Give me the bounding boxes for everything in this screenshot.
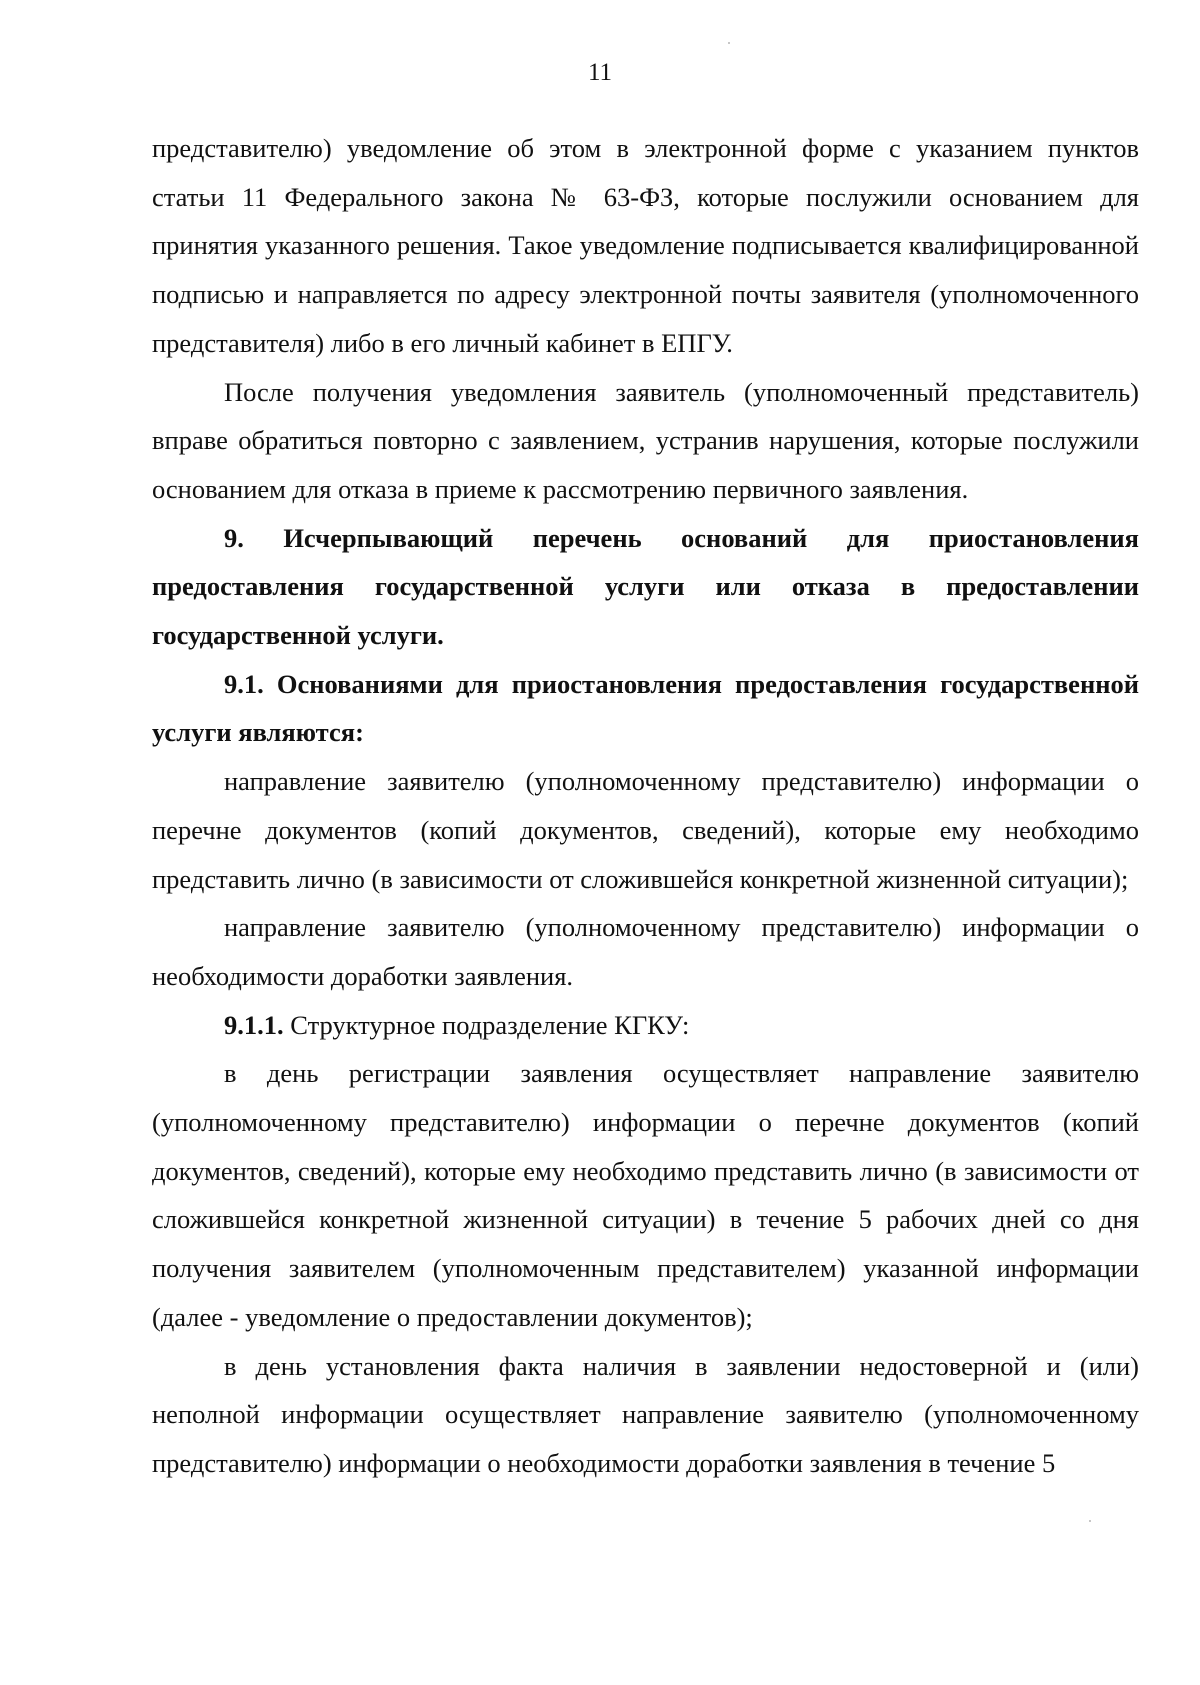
- clause-text-9-1-1: Структурное подразделение КГКУ:: [283, 1009, 690, 1040]
- paragraph-registration-day: в день регистрации заявления осуществляет направление заявителю (уполномоченному представителю) информации о перечне документов (копий документов, сведений), которые ему необходимо представить лично (в зависимости от сложившейся конкретной жизненной ситуации) в течение 5 рабочих дней со дня получения заявителем (уполномоченным представителем) указанной информации (далее - уведомление о предоставлении документов);: [152, 1058, 1139, 1332]
- paragraph-notice-continuation: представителю) уведомление об этом в электронной форме с указанием пунктов статьи 11 Федерального закона № 63-ФЗ, которые послужили основанием для принятия указанного решения. Такое уведомление подписывается квалифицированной подписью и направляется по адресу электронной почты заявителя (уполномоченного представителя) либо в его личный кабинет в ЕПГУ.: [152, 133, 1139, 358]
- paragraph-incomplete-info: в день установления факта наличия в заявлении недостоверной и (или) неполной информации осуществляет направление заявителю (уполномоченному представителю) информации о необходимости доработки заявления в течение 5: [152, 1350, 1139, 1478]
- section-heading-9-1: 9.1. Основаниями для приостановления предоставления государственной услуги являются:: [152, 668, 1139, 748]
- scan-speck: [728, 42, 730, 44]
- paragraph-9-1-1: [152, 1001, 1139, 1050]
- section-heading-9: 9. Исчерпывающий перечень оснований для приостановления предоставления государственной услуги или отказа в предоставлении государственной услуги.: [152, 522, 1139, 651]
- page-number: 11: [587, 59, 613, 86]
- paragraph-revision-info: направление заявителю (уполномоченному представителю) информации о необходимости доработки заявления.: [152, 912, 1139, 991]
- scan-speck: [1089, 1520, 1091, 1522]
- clause-number-9-1-1: 9.1.1.: [224, 1009, 284, 1040]
- paragraph-documents-list-info: направление заявителю (уполномоченному представителю) информации о перечне документов (копий документов, сведений), которые ему необходимо представить лично (в зависимости от сложившейся конкретной жизненной ситуации);: [152, 766, 1139, 894]
- paragraph-reapply: После получения уведомления заявитель (уполномоченный представитель) вправе обратиться повторно с заявлением, устранив нарушения, которые послужили основанием для отказа в приеме к рассмотрению первичного заявления.: [152, 376, 1139, 504]
- document-body: [152, 124, 1139, 1488]
